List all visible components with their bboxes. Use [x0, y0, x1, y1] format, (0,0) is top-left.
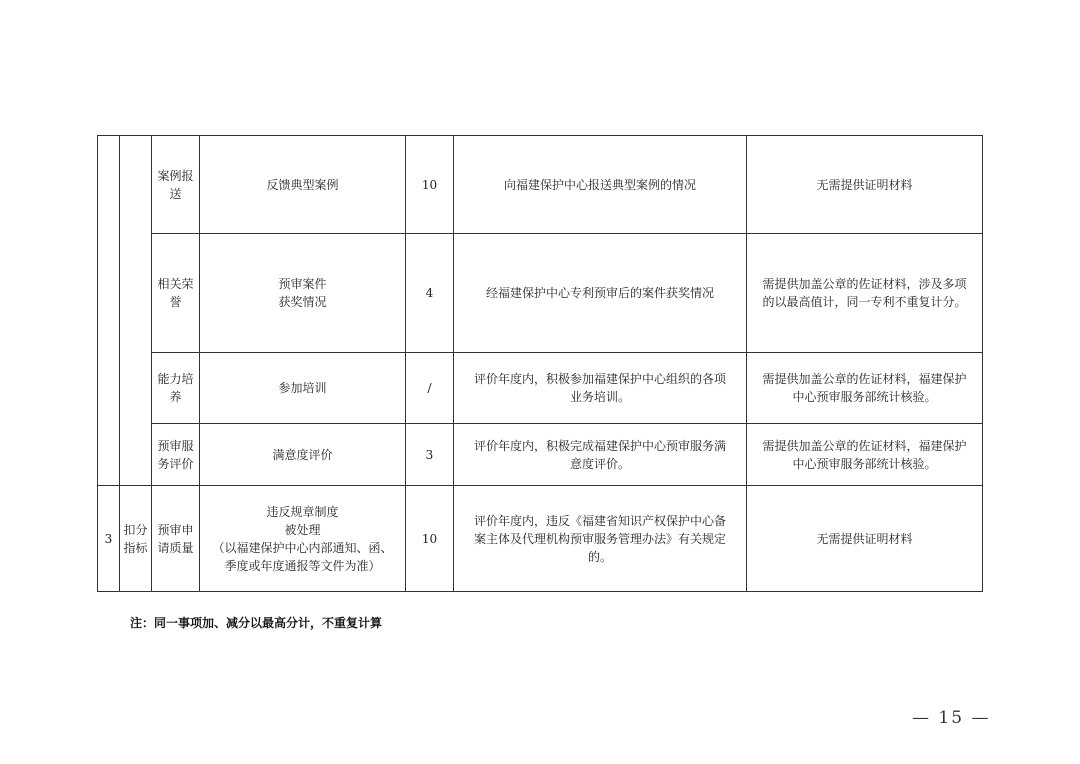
- score-cell: 10: [406, 486, 454, 592]
- criteria-cell: 评价年度内，积极参加福建保护中心组织的各项 业务培训。: [454, 353, 747, 424]
- number-cell-empty: [98, 136, 120, 486]
- score-cell: 4: [406, 234, 454, 353]
- subcategory-cell: 能力培 养: [152, 353, 200, 424]
- score-cell: 10: [406, 136, 454, 234]
- scoring-table: [97, 135, 983, 592]
- category-cell: 扣分 指标: [120, 486, 152, 592]
- criteria-cell: 向福建保护中心报送典型案例的情况: [454, 136, 747, 234]
- category-cell-empty: [120, 136, 152, 486]
- table-row: [98, 353, 983, 424]
- material-cell: 需提供加盖公章的佐证材料，涉及多项 的以最高值计，同一专利不重复计分。: [747, 234, 983, 353]
- material-cell: 无需提供证明材料: [747, 486, 983, 592]
- table-row: [98, 234, 983, 353]
- number-cell: 3: [98, 486, 120, 592]
- item-cell: 反馈典型案例: [200, 136, 406, 234]
- item-cell: 参加培训: [200, 353, 406, 424]
- material-cell: 需提供加盖公章的佐证材料，福建保护 中心预审服务部统计核验。: [747, 353, 983, 424]
- subcategory-cell: 相关荣 誉: [152, 234, 200, 353]
- subcategory-cell: 案例报 送: [152, 136, 200, 234]
- criteria-cell: 经福建保护中心专利预审后的案件获奖情况: [454, 234, 747, 353]
- material-cell: 无需提供证明材料: [747, 136, 983, 234]
- criteria-cell: 评价年度内，积极完成福建保护中心预审服务满 意度评价。: [454, 424, 747, 486]
- criteria-cell: 评价年度内，违反《福建省知识产权保护中心备 案主体及代理机构预审服务管理办法》有关规定 的。: [454, 486, 747, 592]
- score-cell: 3: [406, 424, 454, 486]
- footnote: 注：同一事项加、减分以最高分计，不重复计算: [130, 616, 383, 630]
- page-number: — 15 —: [912, 708, 991, 728]
- item-cell: 满意度评价: [200, 424, 406, 486]
- item-cell: 预审案件 获奖情况: [200, 234, 406, 353]
- material-cell: 需提供加盖公章的佐证材料，福建保护 中心预审服务部统计核验。: [747, 424, 983, 486]
- table-row: [98, 136, 983, 234]
- subcategory-cell: 预审申 请质量: [152, 486, 200, 592]
- table-row: [98, 424, 983, 486]
- subcategory-cell: 预审服 务评价: [152, 424, 200, 486]
- score-cell: /: [406, 353, 454, 424]
- item-cell: 违反规章制度 被处理 （以福建保护中心内部通知、函、 季度或年度通报等文件为准）: [200, 486, 406, 592]
- table-row: [98, 486, 983, 592]
